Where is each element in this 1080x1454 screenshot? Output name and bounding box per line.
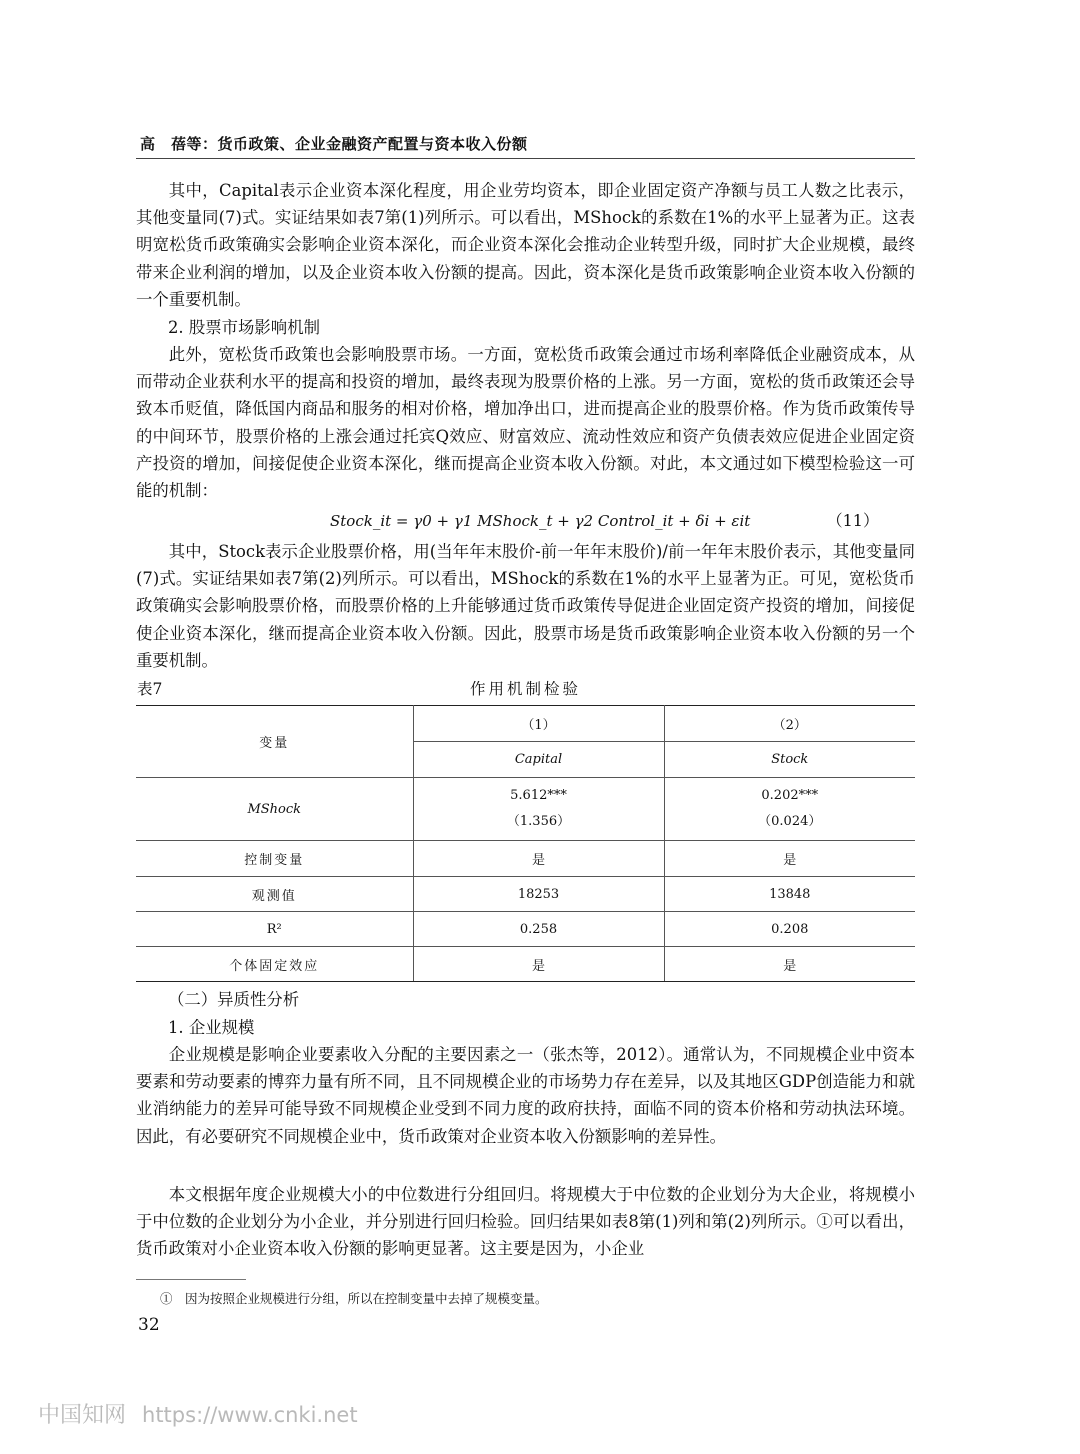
equation-11 [330,509,915,533]
table-cell: 是 [664,947,915,982]
heading-firm-size: 1. 企业规模 [168,1018,255,1037]
table-col-name: Capital [413,742,664,778]
table-row-label: 观测值 [136,877,413,912]
table-row-label: R² [136,912,413,947]
table-col-num: （2） [664,706,915,742]
std-error: （0.024） [758,814,822,829]
paragraph-stock-intro: 此外，宽松货币政策也会影响股票市场。一方面，宽松货币政策会通过市场利率降低企业融资成本，从而带动企业获利水平的提高和投资的增加，最终表现为股票价格的上涨。另一方面，宽松的货币政策还会导致本币贬值，降低国内商品和服务的相对价格，增加净出口，进而提高企业的股票价格。作为货币政策传导的中间环节，股票价格的上涨会通过托宾Q效应、财富效应、流动性效应和资产负债表效应促进企业固定资产投资的增加，间接促使企业资本深化，继而提高企业资本收入份额。对此，本文通过如下模型检验这一可能的机制： [136,345,915,501]
std-error: （1.356） [506,814,571,829]
running-header: 高 蓓等：货币政策、企业金融资产配置与资本收入份额 [140,135,528,153]
header-rule [136,158,915,159]
table-var-header: 变量 [136,706,413,778]
equation-text: Stock_it = γ0 + γ1 MShock_t + γ2 Control_it + δi + εit [330,512,751,530]
footnote: ① 因为按照企业规模进行分组，所以在控制变量中去掉了规模变量。 [160,1291,548,1306]
paragraph-capital: 其中，Capital表示企业资本深化程度，用企业劳均资本，即企业固定资产净额与员工人数之比表示，其他变量同(7)式。实证结果如表7第(1)列所示。可以看出，MShock的系数在1%的水平上显著为正。这表明宽松货币政策确实会影响企业资本深化，而企业资本深化会推动企业转型升级，同时扩大企业规模，最终带来企业利润的增加，以及企业资本收入份额的提高。因此，资本深化是货币政策影响企业资本收入份额的一个重要机制。 [136,181,915,309]
footnote-rule [136,1279,246,1280]
table-row-label: 个体固定效应 [136,947,413,982]
table-7 [136,705,915,982]
equation-number: （11） [826,511,879,530]
table-row-label: MShock [136,778,413,841]
table-cell: 是 [664,841,915,877]
table-cell: 13848 [664,877,915,912]
table-cell: 是 [413,841,664,877]
table-col-name: Stock [664,742,915,778]
table-cell: 0.258 [413,912,664,947]
paragraph-stock-result: 其中，Stock表示企业股票价格，用(当年年末股价-前一年年末股价)/前一年年末股价表示，其他变量同(7)式。实证结果如表7第(2)列所示。可以看出，MShock的系数在1%的水平上显著为正。可见，宽松货币政策确实会影响股票价格，而股票价格的上升能够通过货币政策传导促进企业固定资产投资的增加，间接促使企业资本深化，继而提高企业资本收入份额。因此，股票市场是货币政策影响企业资本收入份额的另一个重要机制。 [136,542,915,670]
coef-value: 0.202*** [761,788,819,803]
table-cell [664,778,915,841]
table-row-label: 控制变量 [136,841,413,877]
paragraph-firm-size: 企业规模是影响企业要素收入分配的主要因素之一（张杰等，2012）。通常认为，不同规模企业中资本要素和劳动要素的博弈力量有所不同，且不同规模企业的市场势力存在差异，以及其地区GDP创造能力和就业消纳能力的差异可能导致不同规模企业受到不同力度的政府扶持，面临不同的资本价格和劳动执法环境。因此，有必要研究不同规模企业中，货币政策对企业资本收入份额影响的差异性。 [136,1045,915,1146]
heading-heterogeneity: （二）异质性分析 [168,990,300,1009]
coef-value: 5.612*** [510,788,567,803]
table-col-num: （1） [413,706,664,742]
table-cell: 是 [413,947,664,982]
paragraph-grouping: 本文根据年度企业规模大小的中位数进行分组回归。将规模大于中位数的企业划分为大企业，将规模小于中位数的企业划分为小企业，并分别进行回归检验。回归结果如表8第(1)列和第(2)列所示。①可以看出，货币政策对小企业资本收入份额的影响更显著。这主要是因为，小企业 [136,1185,915,1259]
page-number: 32 [138,1315,160,1335]
table-cell: 18253 [413,877,664,912]
watermark-brand: 中国知网 [38,1403,127,1428]
table-cell [413,778,664,841]
watermark-url: https://www.cnki.net [142,1403,358,1427]
heading-stock-market: 2. 股票市场影响机制 [168,318,320,337]
watermark [38,1398,358,1429]
table-cell: 0.208 [664,912,915,947]
table-title: 作用机制检验 [470,680,582,698]
table-label: 表7 [137,680,163,698]
